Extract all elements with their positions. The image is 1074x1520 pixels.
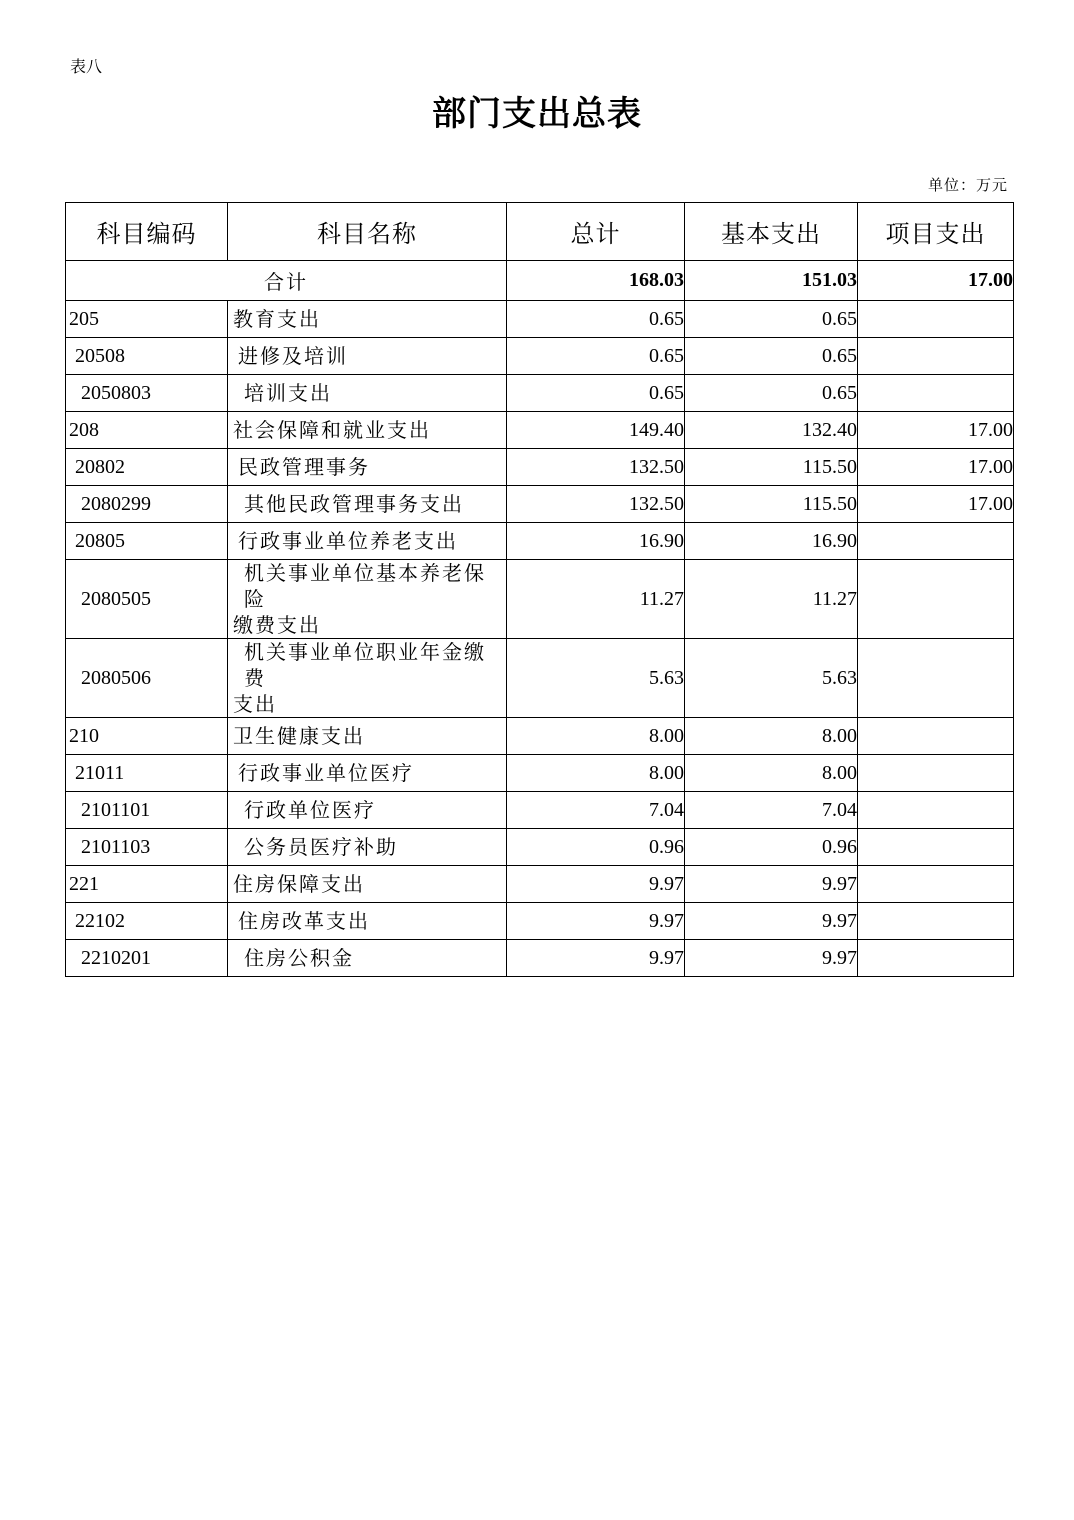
row-project (858, 755, 1014, 792)
row-project (858, 639, 1014, 718)
row-name-text: 行政事业单位医疗 (238, 761, 414, 785)
row-name-text: 社会保障和就业支出 (233, 418, 431, 442)
row-name (228, 338, 507, 375)
row-project (858, 375, 1014, 412)
row-project: 17.00 (858, 412, 1014, 449)
row-code: 21011 (66, 755, 228, 792)
row-basic: 0.65 (685, 338, 858, 375)
row-name (228, 301, 507, 338)
row-total: 8.00 (507, 718, 685, 755)
row-total: 0.96 (507, 829, 685, 866)
row-project: 17.00 (858, 449, 1014, 486)
row-code: 2050803 (66, 375, 228, 412)
row-name (228, 792, 507, 829)
row-name-text: 培训支出 (244, 381, 332, 405)
row-project (858, 523, 1014, 560)
total-basic: 151.03 (685, 261, 858, 301)
table-row (66, 866, 1014, 903)
row-name (228, 375, 507, 412)
row-code: 2101103 (66, 829, 228, 866)
row-basic: 8.00 (685, 755, 858, 792)
row-name-text: 行政事业单位养老支出 (238, 529, 458, 553)
row-total: 11.27 (507, 560, 685, 639)
row-total: 0.65 (507, 301, 685, 338)
row-total: 9.97 (507, 903, 685, 940)
row-name-text: 住房公积金 (244, 946, 354, 970)
row-total: 8.00 (507, 755, 685, 792)
row-name (228, 639, 507, 718)
table-row (66, 829, 1014, 866)
row-basic: 9.97 (685, 940, 858, 977)
table-row (66, 755, 1014, 792)
row-basic: 9.97 (685, 866, 858, 903)
table-row (66, 639, 1014, 718)
row-name-text: 其他民政管理事务支出 (244, 492, 464, 516)
header-row (66, 203, 1014, 261)
row-code: 20802 (66, 449, 228, 486)
row-code: 2080506 (66, 639, 228, 718)
row-project (858, 338, 1014, 375)
row-name (228, 940, 507, 977)
header-code: 科目编码 (66, 203, 228, 261)
row-name (228, 829, 507, 866)
row-name-text: 行政单位医疗 (244, 798, 376, 822)
row-basic: 8.00 (685, 718, 858, 755)
header-total: 总计 (507, 203, 685, 261)
row-name-text: 住房保障支出 (233, 872, 365, 896)
table-row (66, 523, 1014, 560)
row-name (228, 718, 507, 755)
row-project (858, 718, 1014, 755)
row-total: 132.50 (507, 449, 685, 486)
row-name-text: 公务员医疗补助 (244, 835, 398, 859)
row-total: 16.90 (507, 523, 685, 560)
row-basic: 0.96 (685, 829, 858, 866)
row-basic: 115.50 (685, 449, 858, 486)
header-name: 科目名称 (228, 203, 507, 261)
row-project: 17.00 (858, 486, 1014, 523)
row-total: 9.97 (507, 940, 685, 977)
row-code: 2101101 (66, 792, 228, 829)
row-project (858, 792, 1014, 829)
table-number-label: 表八 (70, 57, 103, 76)
total-total: 168.03 (507, 261, 685, 301)
row-project (858, 829, 1014, 866)
row-name (228, 412, 507, 449)
row-basic: 0.65 (685, 301, 858, 338)
row-project (858, 560, 1014, 639)
table-row (66, 560, 1014, 639)
row-basic: 5.63 (685, 639, 858, 718)
row-basic: 132.40 (685, 412, 858, 449)
row-total: 5.63 (507, 639, 685, 718)
row-basic: 16.90 (685, 523, 858, 560)
row-code: 20805 (66, 523, 228, 560)
table-row (66, 301, 1014, 338)
row-name (228, 755, 507, 792)
header-project: 项目支出 (858, 203, 1014, 261)
table-row (66, 375, 1014, 412)
row-name (228, 523, 507, 560)
row-code: 210 (66, 718, 228, 755)
table-row (66, 338, 1014, 375)
row-name (228, 866, 507, 903)
row-basic: 7.04 (685, 792, 858, 829)
total-project: 17.00 (858, 261, 1014, 301)
row-code: 205 (66, 301, 228, 338)
row-total: 0.65 (507, 338, 685, 375)
row-code: 221 (66, 866, 228, 903)
total-label: 合计 (66, 261, 507, 301)
row-name-text: 进修及培训 (238, 344, 348, 368)
table-row (66, 486, 1014, 523)
page-title: 部门支出总表 (432, 94, 642, 134)
row-code: 22102 (66, 903, 228, 940)
row-total: 7.04 (507, 792, 685, 829)
row-name-text: 机关事业单位职业年金缴费 (244, 640, 486, 690)
expenditure-table (65, 202, 1014, 977)
row-basic: 0.65 (685, 375, 858, 412)
table-row (66, 903, 1014, 940)
row-basic: 115.50 (685, 486, 858, 523)
row-code: 2210201 (66, 940, 228, 977)
row-project (858, 301, 1014, 338)
row-name-text: 卫生健康支出 (233, 724, 365, 748)
row-name-text: 教育支出 (233, 307, 321, 331)
row-code: 208 (66, 412, 228, 449)
row-name-text-cont: 缴费支出 (233, 613, 321, 637)
row-name (228, 486, 507, 523)
row-basic: 9.97 (685, 903, 858, 940)
header-basic: 基本支出 (685, 203, 858, 261)
row-name-text-cont: 支出 (233, 692, 277, 716)
row-project (858, 866, 1014, 903)
table-row (66, 940, 1014, 977)
table-row (66, 718, 1014, 755)
row-code: 20508 (66, 338, 228, 375)
row-total: 132.50 (507, 486, 685, 523)
row-name (228, 903, 507, 940)
row-total: 149.40 (507, 412, 685, 449)
row-name-text: 住房改革支出 (238, 909, 370, 933)
row-name (228, 449, 507, 486)
row-basic: 11.27 (685, 560, 858, 639)
row-code: 2080505 (66, 560, 228, 639)
row-name-text: 民政管理事务 (238, 455, 370, 479)
row-project (858, 903, 1014, 940)
table-row (66, 792, 1014, 829)
row-name-text: 机关事业单位基本养老保险 (244, 561, 486, 611)
table-row (66, 449, 1014, 486)
row-name (228, 560, 507, 639)
total-row (66, 261, 1014, 301)
row-total: 0.65 (507, 375, 685, 412)
row-project (858, 940, 1014, 977)
row-code: 2080299 (66, 486, 228, 523)
row-total: 9.97 (507, 866, 685, 903)
unit-label: 单位：万元 (927, 176, 1008, 194)
table-row (66, 412, 1014, 449)
